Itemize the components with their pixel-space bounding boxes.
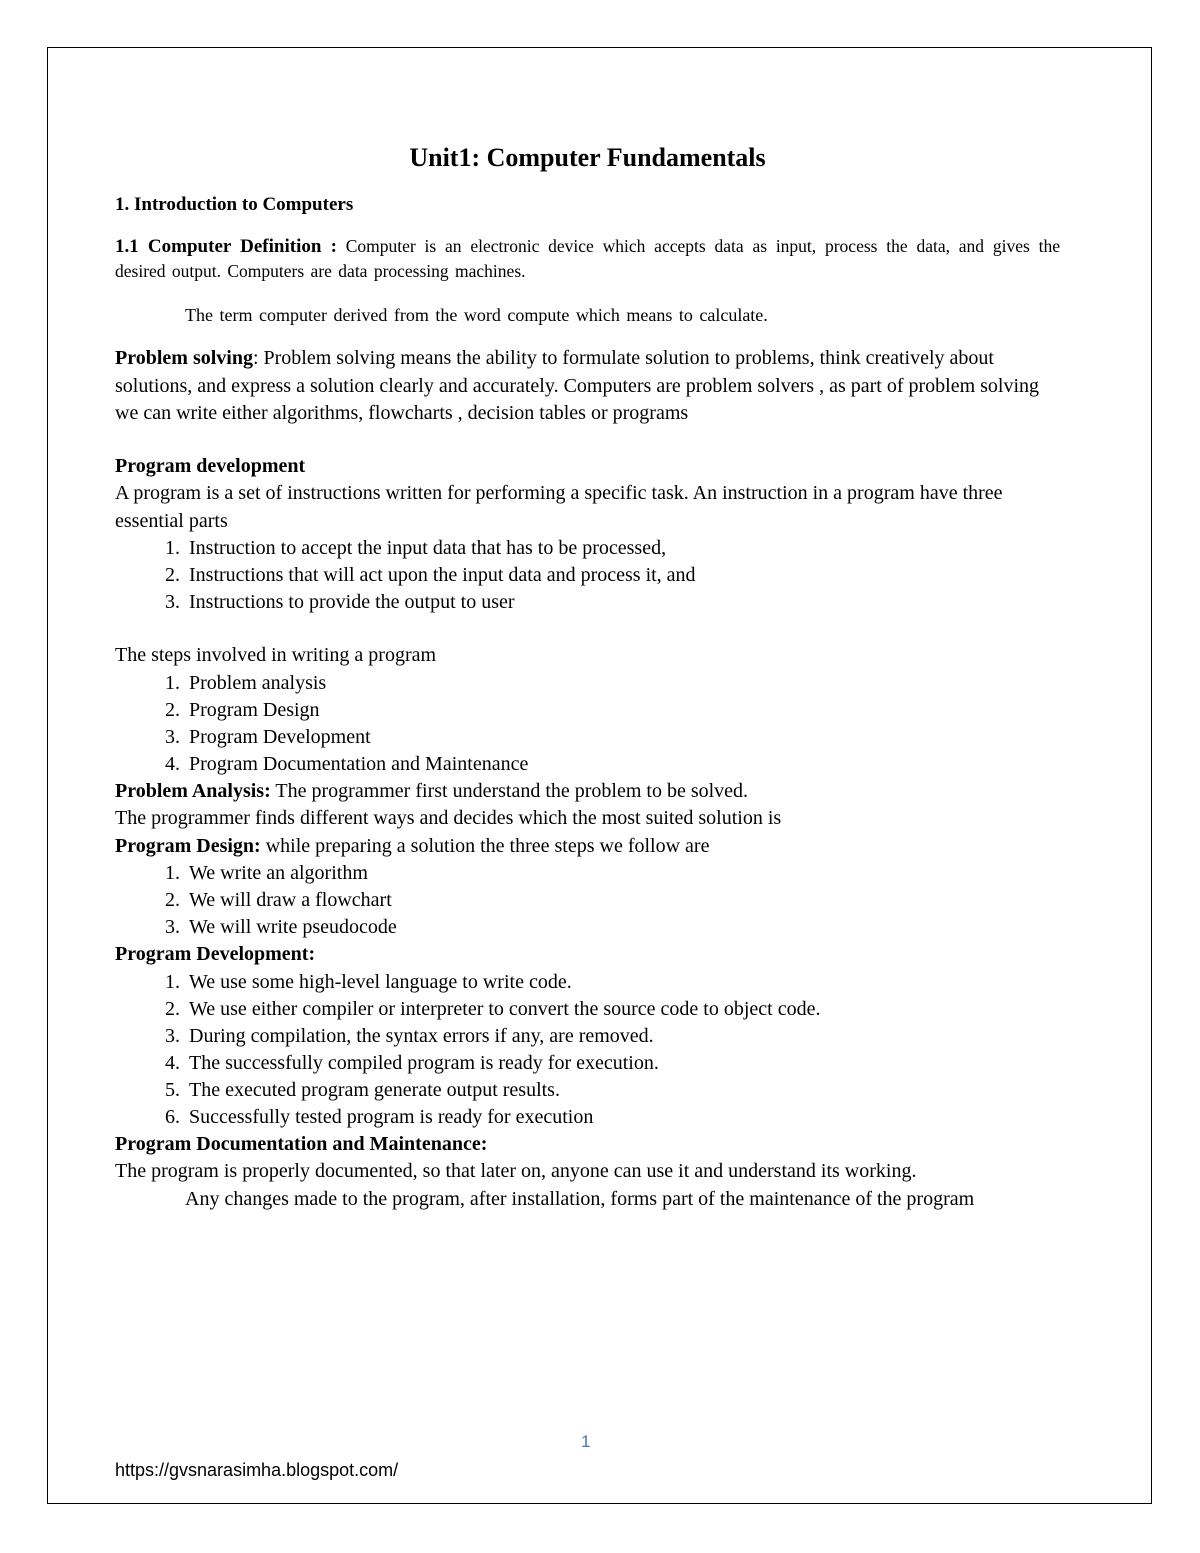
section-heading: 1. Introduction to Computers xyxy=(115,194,354,215)
list-item: 2. Program Design xyxy=(185,697,1060,724)
list-item: 1. We write an algorithm xyxy=(185,860,1060,887)
document-title: Unit1: Computer Fundamentals xyxy=(409,143,766,172)
document-body xyxy=(115,140,1060,1213)
problem-solving-label: Problem solving xyxy=(115,347,253,369)
program-dev-list xyxy=(115,969,1060,1131)
instruction-parts-list xyxy=(115,535,1060,616)
program-design-text: while preparing a solution the three steps we follow are xyxy=(260,834,710,857)
program-development-text: A program is a set of instructions written for performing a specific task. An instruction in a program have three essential parts xyxy=(115,482,1003,532)
page-number: 1 xyxy=(581,1432,591,1451)
list-item: 1. We use some high-level language to write code. xyxy=(185,969,1060,996)
definition-label: 1.1 Computer Definition : xyxy=(115,236,337,257)
list-item: 3. During compilation, the syntax errors if any, are removed. xyxy=(185,1023,1060,1050)
list-item: 4. The successfully compiled program is ready for execution. xyxy=(185,1050,1060,1077)
list-item: 3. Program Development xyxy=(185,724,1060,751)
program-design-paragraph xyxy=(115,833,1060,861)
list-item: 3. We will write pseudocode xyxy=(185,914,1060,941)
list-item: 6. Successfully tested program is ready for execution xyxy=(185,1104,1060,1131)
program-design-list xyxy=(115,860,1060,941)
list-item: 1. Problem analysis xyxy=(185,670,1060,697)
documentation-line2: Any changes made to the program, after installation, forms part of the maintenance of the program xyxy=(185,1187,975,1210)
program-design-label: Program Design: xyxy=(115,834,261,857)
term-paragraph: The term computer derived from the word compute which means to calculate. xyxy=(185,305,768,325)
steps-list xyxy=(115,670,1060,778)
problem-analysis-paragraph xyxy=(115,778,1060,806)
problem-solving-text: : Problem solving means the ability to formulate solution to problems, think creatively about solutions, and express a solution clearly and accurately. Computers are problem solvers , as part of problem solving we can write either algorithms, flowcharts , decision tables or programs xyxy=(115,347,1040,424)
problem-solving-paragraph xyxy=(115,345,1060,428)
list-item: 2. We use either compiler or interpreter to convert the source code to object code. xyxy=(185,996,1060,1023)
problem-analysis-text: The programmer first understand the problem to be solved. xyxy=(270,779,749,802)
steps-intro: The steps involved in writing a program xyxy=(115,644,437,666)
list-item: 5. The executed program generate output results. xyxy=(185,1077,1060,1104)
list-item: 2. Instructions that will act upon the input data and process it, and xyxy=(185,562,1060,589)
documentation-line1: The program is properly documented, so that later on, anyone can use it and understand its working. xyxy=(115,1160,917,1182)
program-dev-heading: Program Development: xyxy=(115,943,316,965)
list-item: 1. Instruction to accept the input data that has to be processed, xyxy=(185,535,1060,562)
problem-analysis-label: Problem Analysis: xyxy=(115,779,271,802)
definition-paragraph xyxy=(115,234,1060,283)
problem-analysis-line2: The programmer finds different ways and decides which the most suited solution is xyxy=(115,807,782,829)
definition-text: Computer is an electronic device which accepts data as input, process the data, and gives the desired output. Computers are data processing machines. xyxy=(115,236,1060,281)
footer-url: https://gvsnarasimha.blogspot.com/ xyxy=(115,1460,399,1480)
list-item: 3. Instructions to provide the output to user xyxy=(185,589,1060,616)
program-development-heading: Program development xyxy=(115,454,306,477)
list-item: 2. We will draw a flowchart xyxy=(185,887,1060,914)
list-item: 4. Program Documentation and Maintenance xyxy=(185,751,1060,778)
documentation-heading: Program Documentation and Maintenance: xyxy=(115,1132,488,1155)
